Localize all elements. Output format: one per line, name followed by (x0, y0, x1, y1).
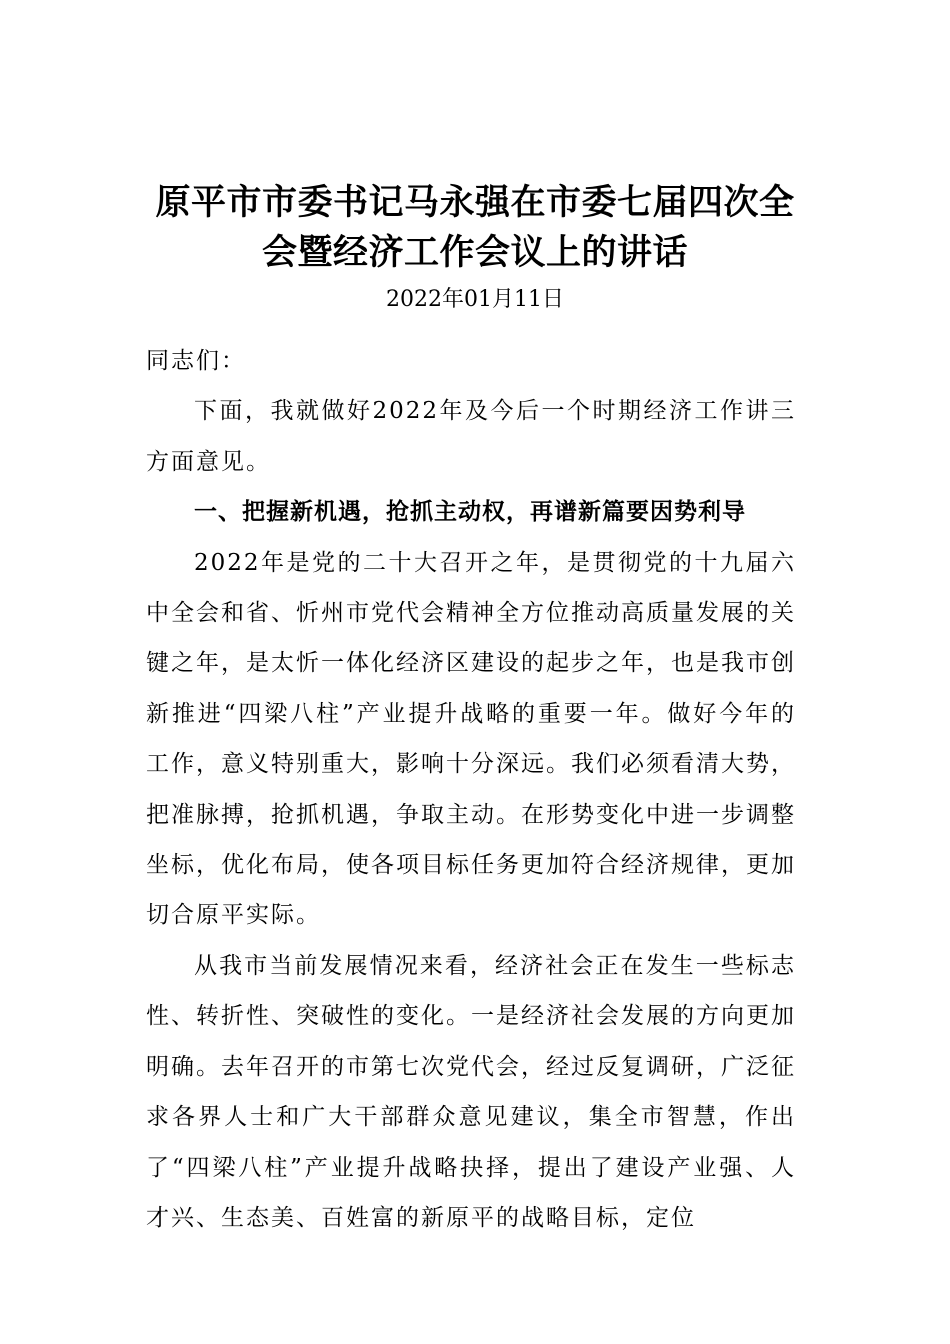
body-paragraph: 下面，我就做好2022年及今后一个时期经济工作讲三方面意见。 (146, 398, 796, 475)
document-date: 2022年01月11日 (386, 287, 564, 312)
body-paragraph: 从我市当前发展情况来看，经济社会正在发生一些标志性、转折性、突破性的变化。一是经济社会发展的方向更加明确。去年召开的市第七次党代会，经过反复调研，广泛征求各界人士和广大干部群众意见建议，集全市智慧，作出了“四梁八柱”产业提升战略抉择，提出了建设产业强、人才兴、生态美、百姓富的新原平的战略目标，定位 (146, 952, 796, 1231)
salutation: 同志们： (146, 348, 246, 374)
body-paragraph: 2022年是党的二十大召开之年，是贯彻党的十九届六中全会和省、忻州市党代会精神全方位推动高质量发展的关键之年，是太忻一体化经济区建设的起步之年，也是我市创新推进“四梁八柱”产业提升战略的重要一年。做好今年的工作，意义特别重大，影响十分深远。我们必须看清大势，把准脉搏，抢抓机遇，争取主动。在形势变化中进一步调整坐标，优化布局，使各项目标任务更加符合经济规律，更加切合原平实际。 (146, 549, 796, 929)
document-body (146, 336, 796, 1243)
document-title: 原平市市委书记马永强在市委七届四次全会暨经济工作会议上的讲话 (155, 183, 795, 273)
section-heading: 一、把握新机遇，抢抓主动权，再谱新篇要因势利导 (194, 499, 746, 526)
